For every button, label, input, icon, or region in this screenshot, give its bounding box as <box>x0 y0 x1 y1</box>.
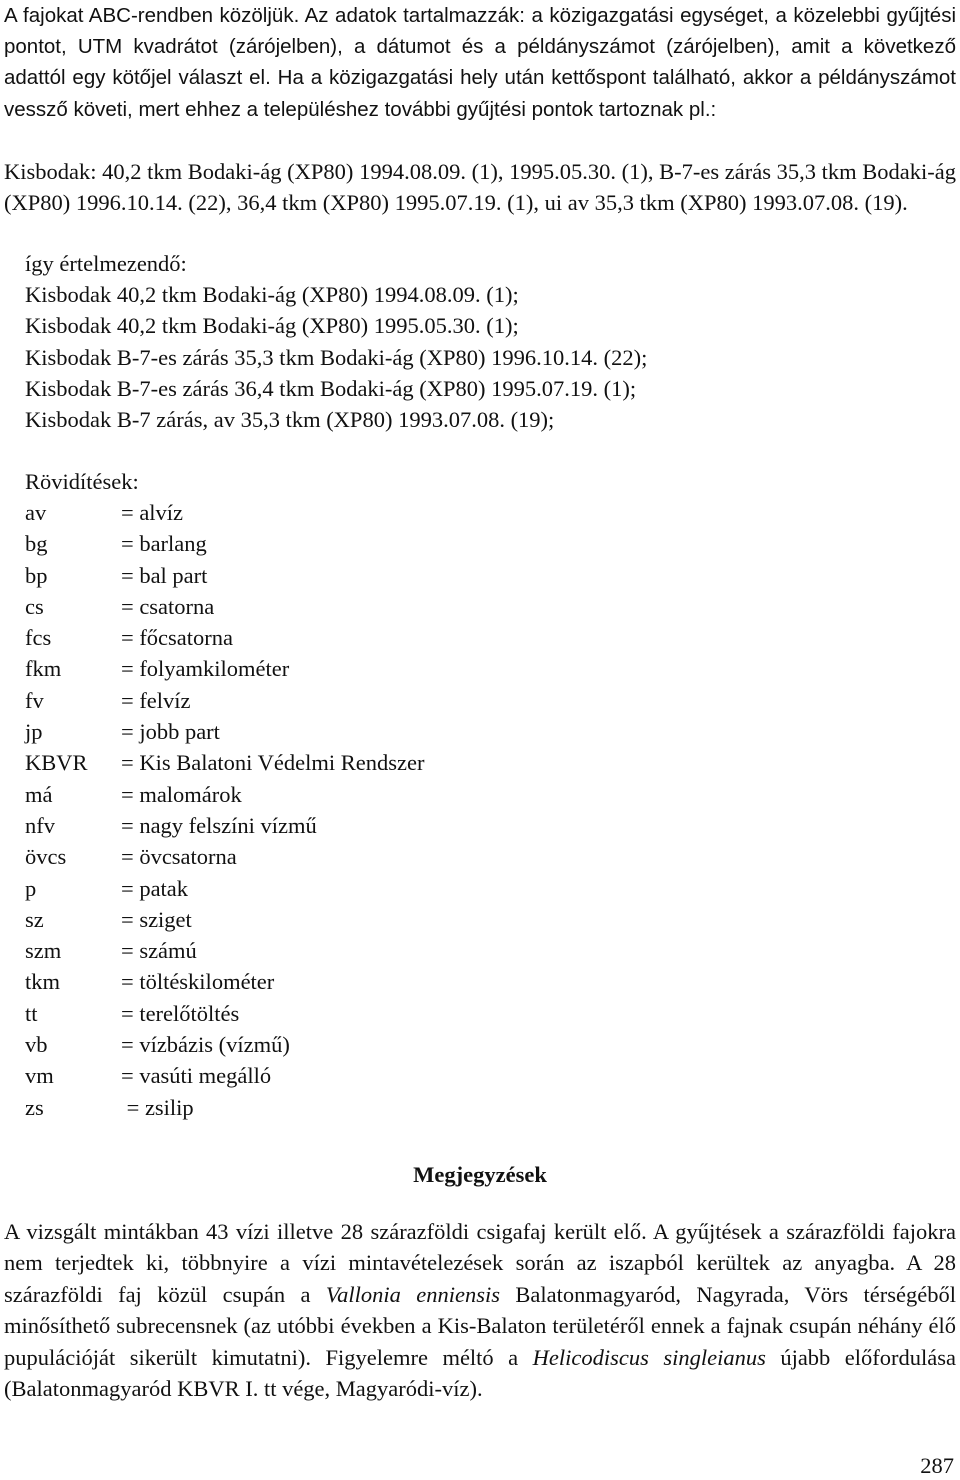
abbreviation-key: cs <box>25 593 44 619</box>
abbreviation-value: = csatorna <box>121 593 215 619</box>
abbreviation-value: = malomárok <box>121 781 242 807</box>
abbreviation-key: KBVR <box>25 750 88 776</box>
abbreviation-value: = alvíz <box>121 500 184 525</box>
abbreviation-row <box>25 497 424 528</box>
abbreviation-value: = barlang <box>121 531 207 557</box>
notes-heading: Megjegyzések <box>413 1162 547 1187</box>
abbreviation-row <box>25 528 424 559</box>
page-number: 287 <box>920 1453 954 1478</box>
abbreviation-value: = bal part <box>121 562 208 588</box>
abbreviation-row <box>25 935 424 966</box>
abbreviation-row <box>25 998 424 1029</box>
abbreviation-value: = főcsatorna <box>121 625 234 651</box>
abbreviation-row <box>25 560 424 591</box>
abbreviation-value: = Kis Balatoni Védelmi Rendszer <box>121 750 425 776</box>
notes-text-part: újabb előfordulása (Balatonmagyaród KBVR I. tt vége, Magyaródi-víz). <box>4 1344 956 1402</box>
abbreviation-key: zs <box>25 1094 44 1120</box>
abbreviation-row <box>25 810 424 841</box>
abbreviation-key: bp <box>25 562 48 588</box>
abbreviation-row <box>25 904 424 935</box>
abbreviation-row <box>25 966 424 997</box>
abbreviation-key: av <box>25 500 47 525</box>
notes-text-part: A vizsgált mintákban 43 vízi illetve 28 szárazföldi csigafaj került elő. A gyűjtések a szárazföldi fajokra nem terjedtek ki, többnyire a vízi mintavételezések során az iszapból kerültek az anyagba. A 28 szárazföldi faj közül csupán a <box>4 1219 956 1307</box>
abbreviation-value: = jobb part <box>121 719 220 745</box>
abbreviation-key: p <box>25 875 37 901</box>
abbreviation-row <box>25 1092 424 1123</box>
abbreviations-title: Rövidítések: <box>25 469 139 494</box>
abbreviation-key: vb <box>25 1032 48 1058</box>
abbreviation-value: = töltéskilométer <box>121 969 275 995</box>
interpretation-line: Kisbodak 40,2 tkm Bodaki-ág (XP80) 1994.08.09. (1); <box>25 282 519 308</box>
abbreviation-key: jp <box>25 719 43 745</box>
abbreviation-row <box>25 622 424 653</box>
notes-text-part: Balatonmagyaród, Nagyrada, Vörs térségéből minősíthető subrecensnek (az utóbbi években a Kis-Balaton területéről ennek a fajnak csupán néhány élő pupulációját sikerült kimutatni). Figyelemre méltó a <box>4 1281 957 1370</box>
interpretation-label: így értelmezendő: <box>25 251 187 276</box>
abbreviation-key: fkm <box>25 656 62 682</box>
abbreviation-value: = zsilip <box>121 1094 194 1120</box>
interpretation-line: Kisbodak B-7-es zárás 35,3 tkm Bodaki-ág (XP80) 1996.10.14. (22); <box>25 344 648 370</box>
interpretation-line: Kisbodak B-7 zárás, av 35,3 tkm (XP80) 1993.07.08. (19); <box>25 407 555 433</box>
intro-paragraph: A fajokat ABC-rendben közöljük. Az adatok tartalmazzák: a közigazgatási egységet, a közelebbi gyűjtési pontot, UTM kvadrátot (zárójelben), a dátumot és a példányszámot (zárójelben), amit a következő adattól egy kötőjel választ el. Ha a közigazgatási hely után kettőspont található, akkor a példányszámot vessző követi, mert ehhez a településhez további gyűjtési pontok tartoznak pl.: <box>4 4 956 121</box>
abbreviation-key: nfv <box>25 812 55 838</box>
species-name: Helicodiscus singleianus <box>532 1344 766 1370</box>
abbreviation-key: vm <box>25 1063 54 1089</box>
abbreviation-value: = vízbázis (vízmű) <box>121 1032 290 1058</box>
abbreviation-value: = felvíz <box>121 687 191 713</box>
abbreviation-value: = sziget <box>121 906 192 932</box>
interpretation-block <box>25 248 647 435</box>
notes-paragraph <box>4 1216 956 1404</box>
abbreviation-row <box>25 716 424 747</box>
abbreviation-key: fcs <box>25 625 52 651</box>
abbreviation-row <box>25 841 424 872</box>
abbreviation-row <box>25 653 424 684</box>
abbreviation-value: = vasúti megálló <box>121 1063 272 1089</box>
abbreviation-row <box>25 873 424 904</box>
abbreviation-row <box>25 779 424 810</box>
abbreviation-row <box>25 1029 424 1060</box>
abbreviation-value: = folyamkilométer <box>121 656 290 682</box>
abbreviation-value: = patak <box>121 875 189 901</box>
abbreviation-value: = terelőtöltés <box>121 1000 240 1026</box>
interpretation-line: Kisbodak B-7-es zárás 36,4 tkm Bodaki-ág (XP80) 1995.07.19. (1); <box>25 375 637 401</box>
abbreviation-key: sz <box>25 906 44 932</box>
abbreviation-value: = övcsatorna <box>121 844 237 870</box>
abbreviation-row <box>25 747 424 778</box>
abbreviation-key: szm <box>25 938 62 964</box>
abbreviations-list <box>25 497 424 1123</box>
abbreviation-key: tkm <box>25 969 61 995</box>
abbreviation-row <box>25 1060 424 1091</box>
example-text: Kisbodak: 40,2 tkm Bodaki-ág (XP80) 1994.08.09. (1), 1995.05.30. (1), B-7-es zárás 35,3 tkm Bodaki-ág (XP80) 1996.10.14. (22), 36,4 tkm (XP80) 1995.07.19. (1), ui av 35,3 tkm (XP80) 1993.07.08. (19). <box>4 159 956 216</box>
interpretation-line: Kisbodak 40,2 tkm Bodaki-ág (XP80) 1995.05.30. (1); <box>25 313 519 339</box>
abbreviation-key: bg <box>25 531 48 557</box>
abbreviation-value: = nagy felszíni vízmű <box>121 812 317 838</box>
abbreviation-row <box>25 591 424 622</box>
abbreviation-key: má <box>25 781 53 807</box>
abbreviation-value: = számú <box>121 938 197 964</box>
abbreviation-key: övcs <box>25 844 67 870</box>
abbreviation-row <box>25 685 424 716</box>
abbreviation-key: tt <box>25 1000 38 1026</box>
abbreviation-key: fv <box>25 687 44 713</box>
example-paragraph <box>4 156 956 218</box>
species-name: Vallonia enniensis <box>325 1281 500 1307</box>
